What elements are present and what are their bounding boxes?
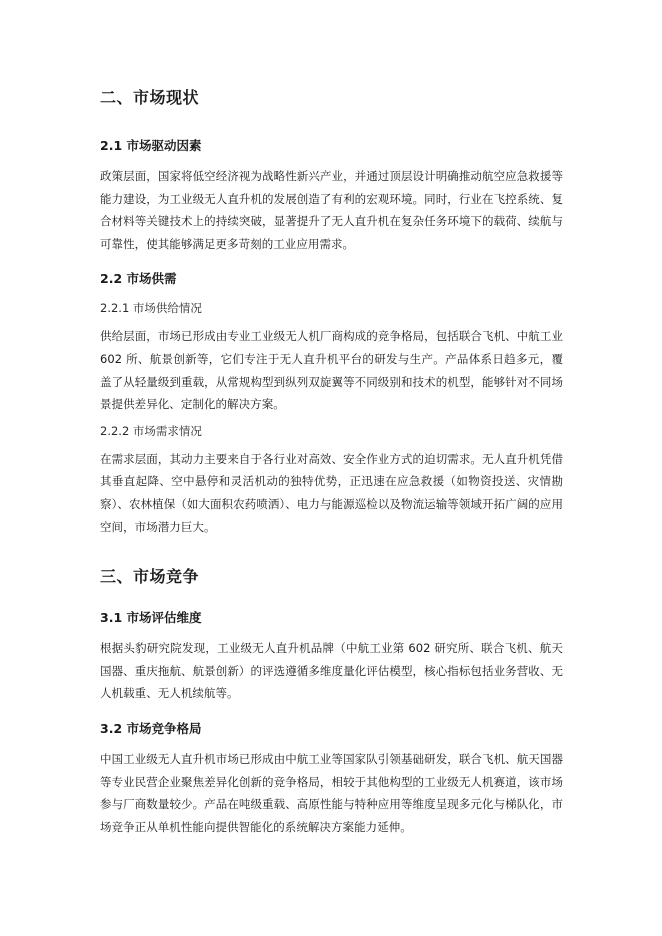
subsection-3-1-heading: 3.1 市场评估维度 [100,610,202,626]
section-3-heading: 三、市场竞争 [100,567,200,587]
subsection-3-1-body: 根据头豹研究院发现，工业级无人直升机品牌（中航工业第 602 研究所、联合飞机、航天国器、重庆拖航、航景创新）的评选遵循多维度量化评估模型，核心指标包括业务营收、无人机载重、无人机续航等。 [100,641,563,701]
subsection-2-1-body: 政策层面，国家将低空经济视为战略性新兴产业，并通过顶层设计明确推动航空应急救援等能力建设，为工业级无人直升机的发展创造了有利的宏观环境。同时，行业在飞控系统、复合材料等关键技术上的持续突破，显著提升了无人直升机在复杂任务环境下的载荷、续航与可靠性，使其能够满足更多苛刻的工业应用需求。 [100,169,563,251]
subsection-2-1-heading: 2.1 市场驱动因素 [100,138,202,153]
subsection-2-2-1-heading: 2.2.1 市场供给情况 [100,301,202,316]
subsection-2-2-heading: 2.2 市场供需 [100,271,177,287]
subsection-2-2-2-body: 在需求层面，其动力主要来自于各行业对高效、安全作业方式的迫切需求。无人直升机凭借其垂直起降、空中悬停和灵活机动的独特优势，正迅速在应急救援（如物资投送、灾情勘察）、农林植保（如大面积农药喷洒）、电力与能源巡检以及物流运输等领域开拓广阔的应用空间，市场潜力巨大。 [100,451,563,534]
subsection-3-2-heading: 3.2 市场竞争格局 [100,720,202,736]
subsection-2-2-2-heading: 2.2.2 市场需求情况 [100,423,202,438]
document-content [100,86,563,838]
subsection-3-2-body: 中国工业级无人直升机市场已形成由中航工业等国家队引领基础研发，联合飞机、航天国器等专业民营企业聚焦差异化创新的竞争格局，相较于其他构型的工业级无人机赛道，该市场参与厂商数量较少。产品在吨级重载、高原性能与特种应用等维度呈现多元化与梯队化，市场竞争正从单机性能向提供智能化的系统解决方案能力延伸。 [100,751,563,834]
subsection-2-2-1-body: 供给层面，市场已形成由专业工业级无人机厂商构成的竞争格局，包括联合飞机、中航工业 602 所、航景创新等，它们专注于无人直升机平台的研发与生产。产品体系日趋多元，覆盖了从轻量级到重载，从常规构型到纵列双旋翼等不同级别和技术的机型，能够针对不同场景提供差异化、定制化的解决方案。 [100,329,563,412]
section-2-heading: 二、市场现状 [100,88,200,107]
